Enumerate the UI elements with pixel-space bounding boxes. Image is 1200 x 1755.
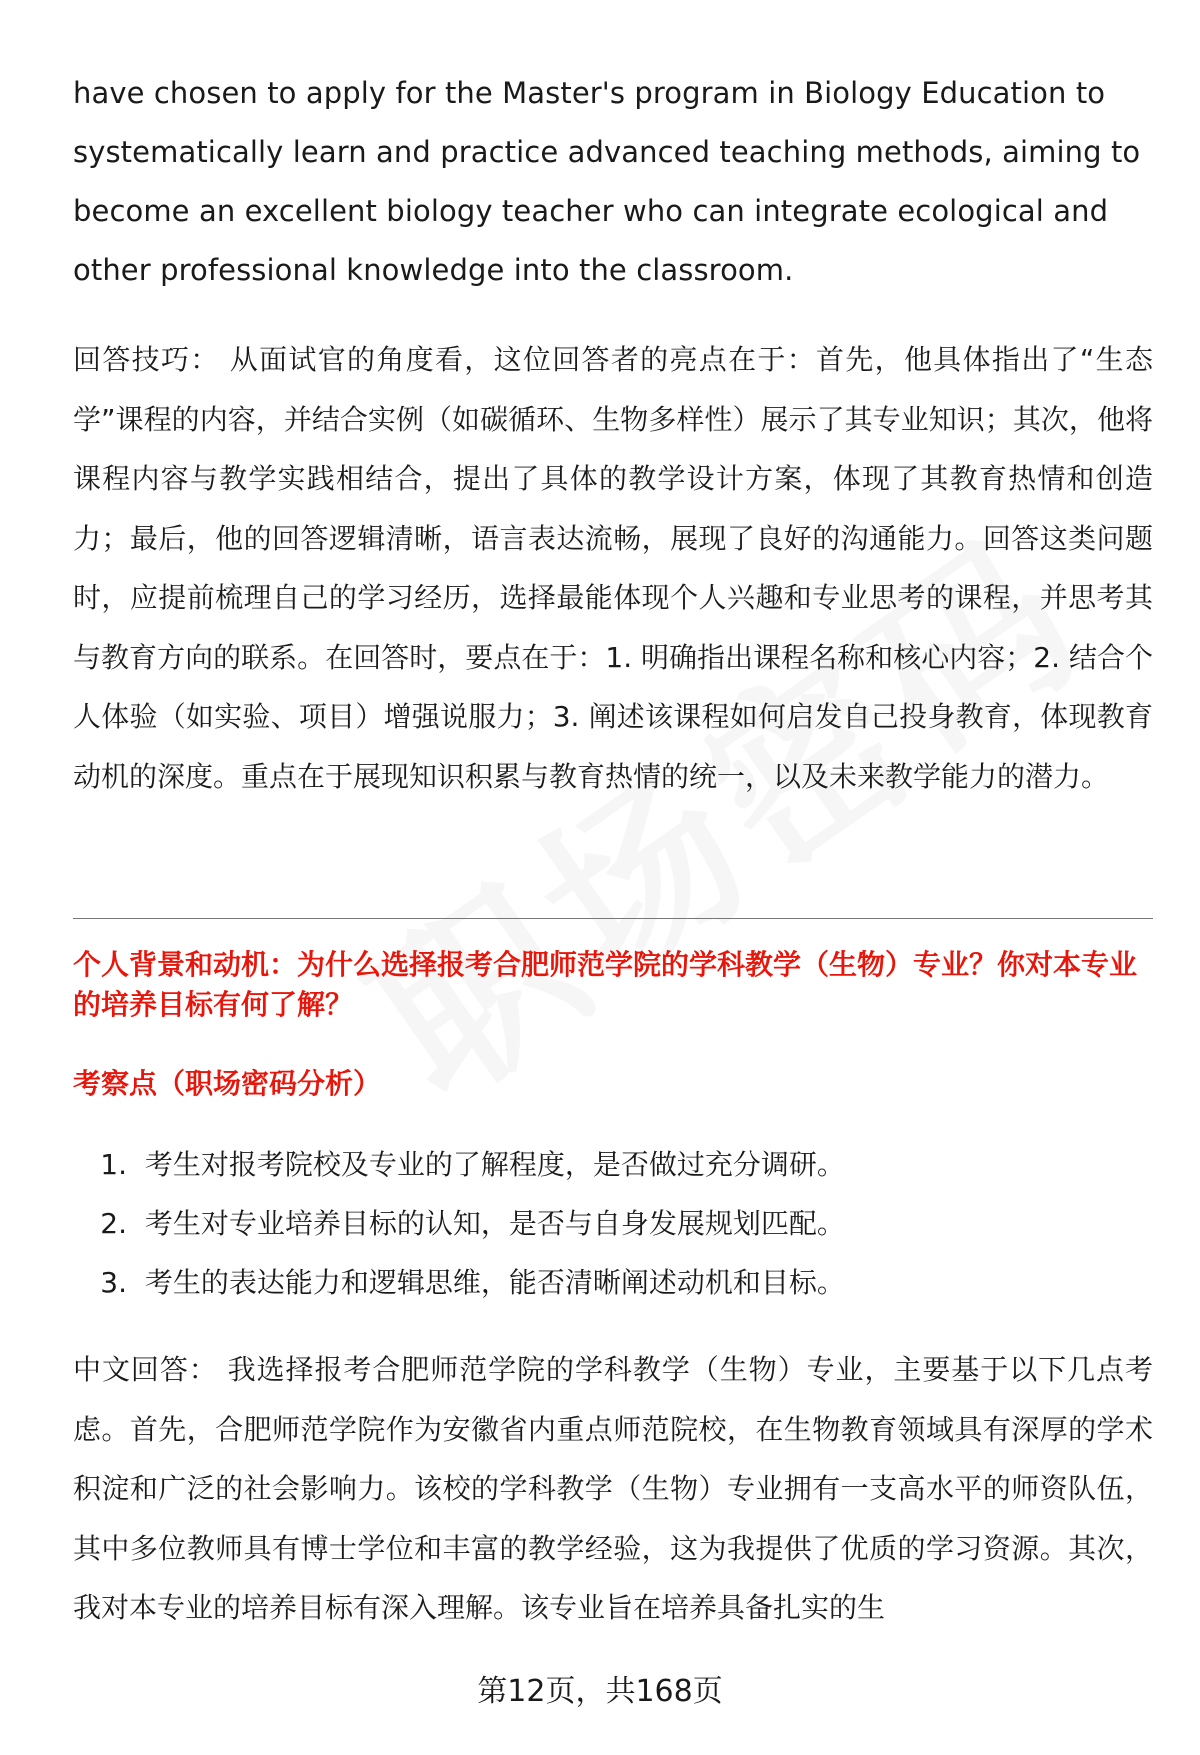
exam-point-text-content: 考生对专业培养目标的认知，是否与自身发展规划匹配。 <box>144 1207 845 1240</box>
question-heading: 个人背景和动机：为什么选择报考合肥师范学院的学科教学（生物）专业？你对本专业的培养目标有何了解？ <box>73 948 1138 1021</box>
chinese-answer-label: 中文回答： <box>73 1353 218 1386</box>
exam-point-text <box>127 1253 845 1312</box>
answer-tips-label: 回答技巧： <box>73 343 220 376</box>
exam-point-text-content: 考生的表达能力和逻辑思维，能否清晰阐述动机和目标。 <box>144 1266 845 1299</box>
exam-points-list <box>73 1135 1153 1312</box>
english-answer-line: become an excellent biology teacher who can integrate ecological and <box>73 194 1109 228</box>
chinese-answer <box>73 1340 1153 1635</box>
exam-point-text <box>127 1135 845 1194</box>
chinese-answer-text: 我选择报考合肥师范学院的学科教学（生物）专业，主要基于以下几点考虑。首先，合肥师范学院作为安徽省内重点师范院校，在生物教育领域具有深厚的学术积淀和广泛的社会影响力。该校的学科教学（生物）专业拥有一支高水平的师资队伍，其中多位教师具有博士学位和丰富的教学经验，这为我提供了优质的学习资源。其次，我对本专业的培养目标有深入理解。该专业旨在培养具备扎实的生 <box>73 1353 1153 1624</box>
exam-point-number: 1. <box>100 1148 127 1181</box>
chinese-answer-paragraph <box>73 1340 1153 1635</box>
page-number: 第12页，共168页 <box>477 1674 723 1709</box>
english-answer-line: have chosen to apply for the Master's program in Biology Education to <box>73 76 1106 110</box>
answer-tips-paragraph <box>73 330 1153 806</box>
page-content <box>73 64 1153 806</box>
english-answer-line: other professional knowledge into the classroom. <box>73 253 794 287</box>
exam-point-item <box>73 1253 1153 1312</box>
answer-tips-text: 从面试官的角度看，这位回答者的亮点在于：首先，他具体指出了“生态学”课程的内容，并结合实例（如碳循环、生物多样性）展示了其专业知识；其次，他将课程内容与教学实践相结合，提出了具体的教学设计方案，体现了其教育热情和创造力；最后，他的回答逻辑清晰，语言表达流畅，展现了良好的沟通能力。回答这类问题时，应提前梳理自己的学习经历，选择最能体现个人兴趣和专业思考的课程，并思考其与教育方向的联系。在回答时，要点在于：1. 明确指出课程名称和核心内容；2. 结合个人体验（如实验、项目）增强说服力；3. 阐述该课程如何启发自己投身教育，体现教育动机的深度。重点在于展现知识积累与教育热情的统一，以及未来教学能力的潜力。 <box>73 343 1153 793</box>
english-answer-line: systematically learn and practice advanced teaching methods, aiming to <box>73 135 1141 169</box>
exam-points-heading: 考察点（职场密码分析） <box>73 1067 382 1100</box>
exam-point-number: 3. <box>100 1266 127 1299</box>
section-divider <box>73 918 1153 919</box>
exam-point-item <box>73 1194 1153 1253</box>
exam-point-number: 2. <box>100 1207 127 1240</box>
english-answer <box>73 64 1153 300</box>
exam-point-item <box>73 1135 1153 1194</box>
exam-point-text-content: 考生对报考院校及专业的了解程度，是否做过充分调研。 <box>144 1148 845 1181</box>
exam-point-text <box>127 1194 845 1253</box>
